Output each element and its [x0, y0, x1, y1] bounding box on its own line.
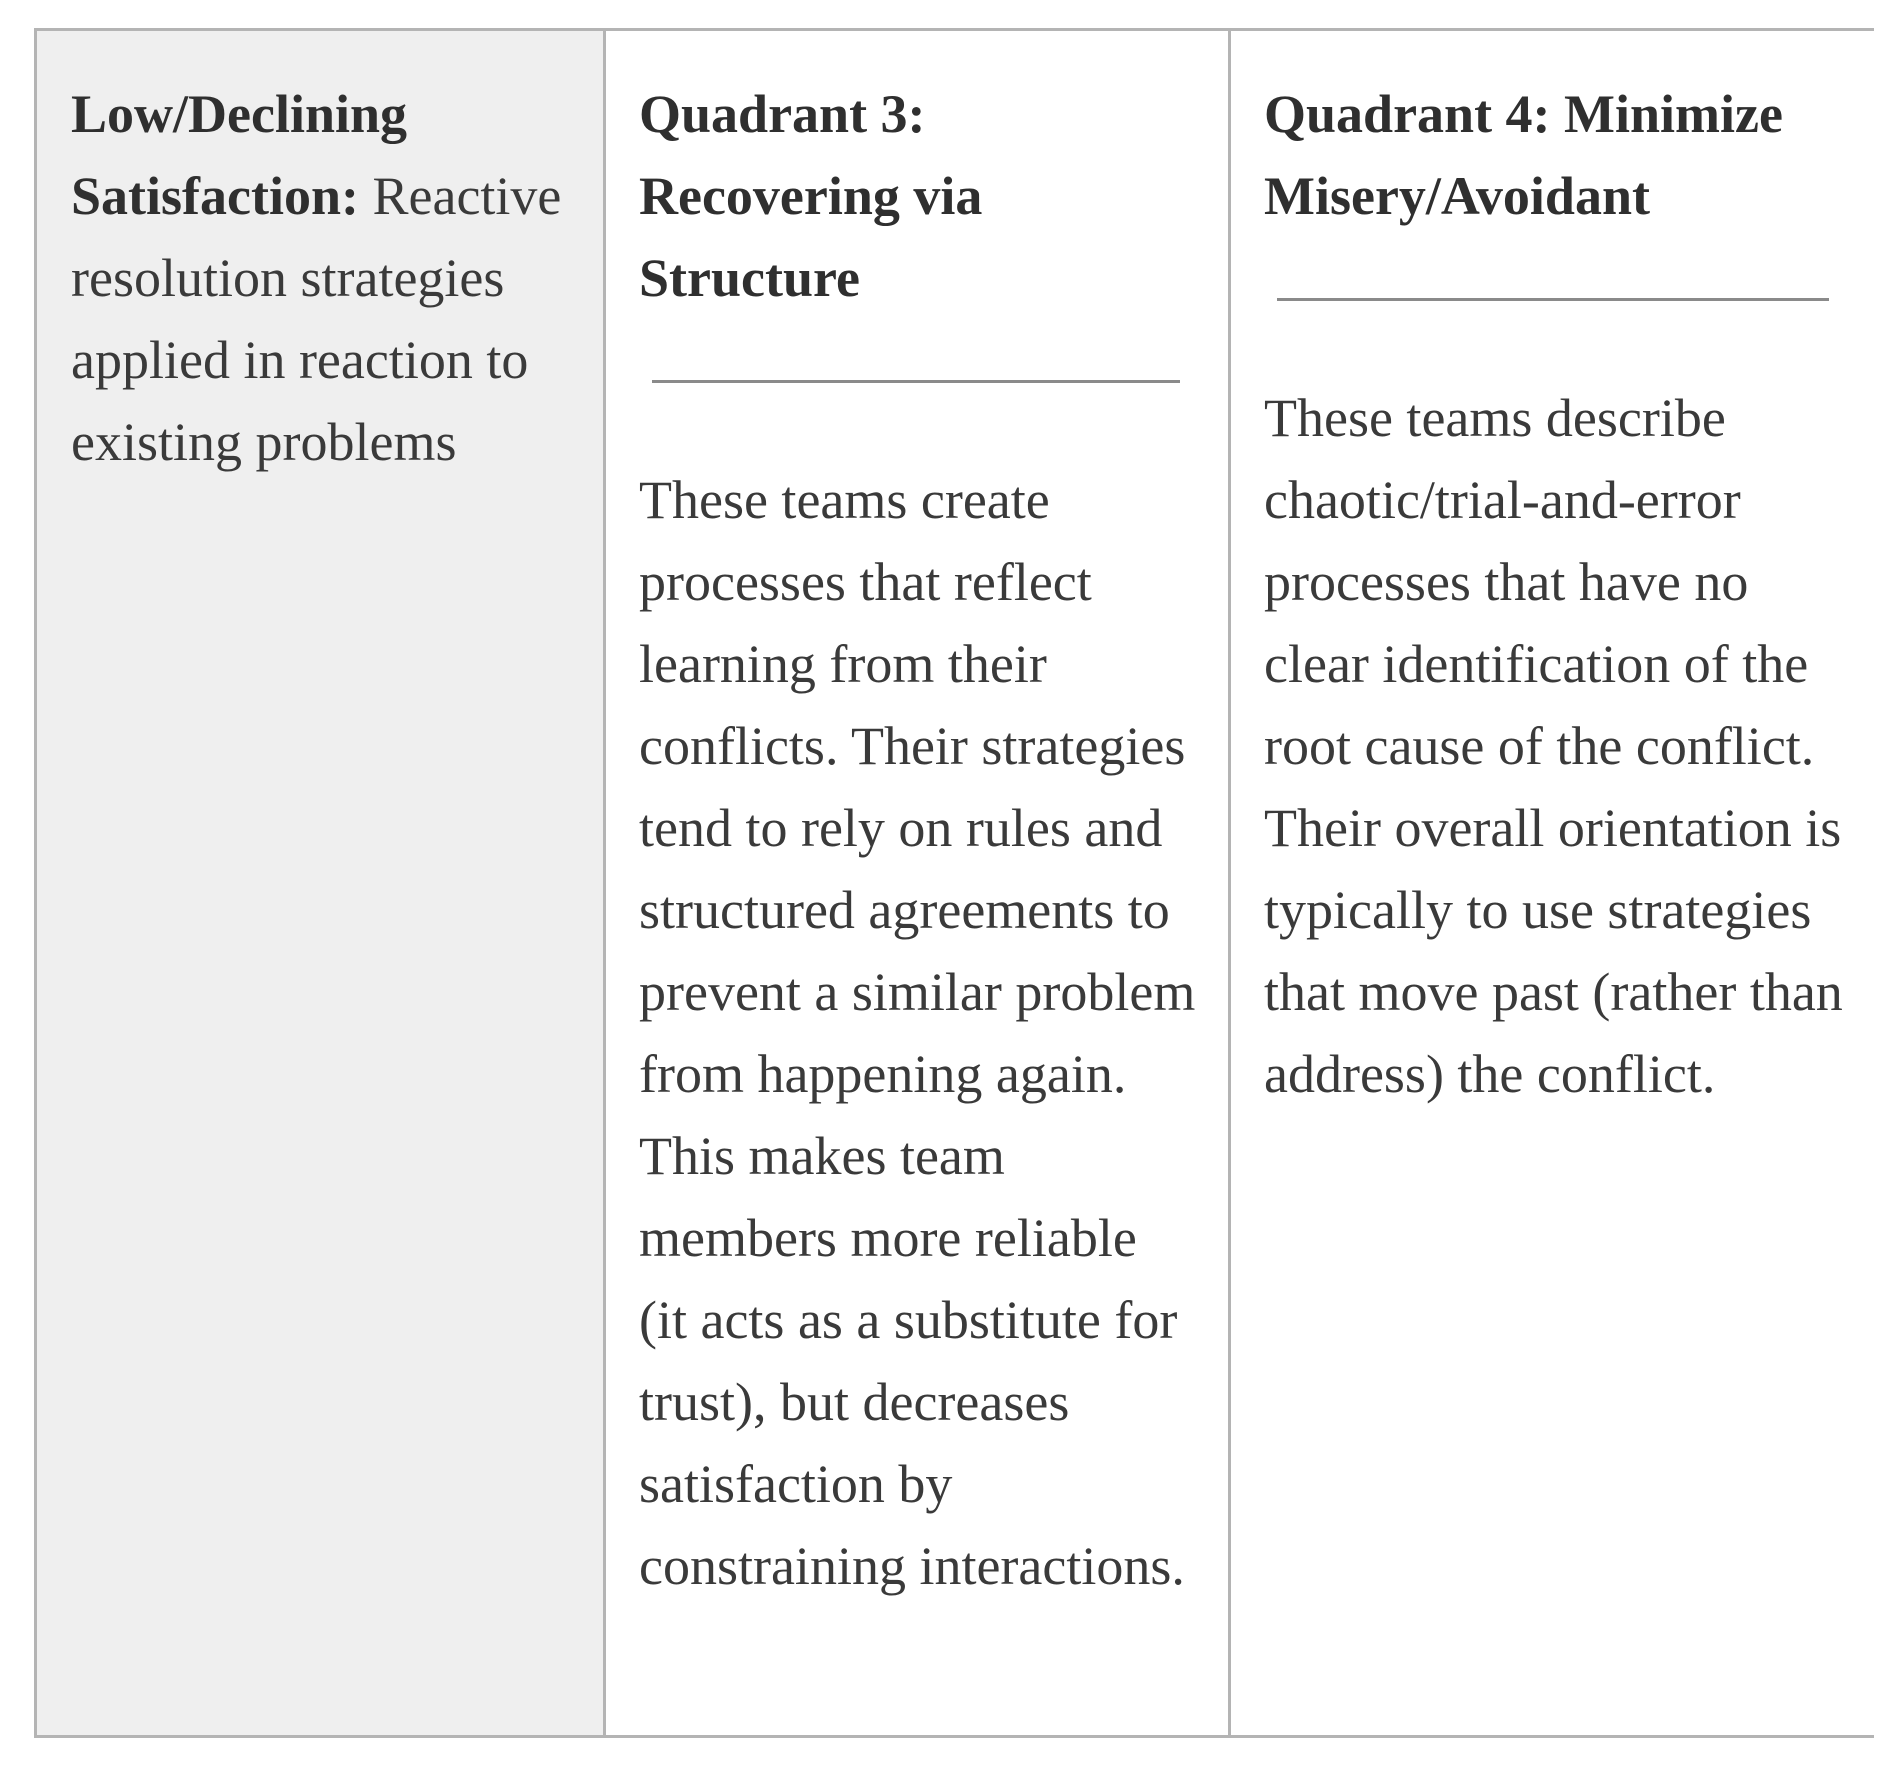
- quadrant-4-divider: [1277, 298, 1829, 301]
- row-header-text: [71, 73, 573, 483]
- conflict-quadrant-table: [34, 28, 1874, 1738]
- quadrant-4-title: Quadrant 4: Minimize Misery/Avoidant: [1264, 84, 1783, 226]
- quadrant-4-cell: [1228, 31, 1877, 1735]
- row-header-cell: [37, 31, 603, 1735]
- quadrant-3-divider: [652, 380, 1180, 383]
- quadrant-3-title: Quadrant 3: Recovering via Structure: [639, 84, 983, 308]
- quadrant-4-body: These teams describe chaotic/trial-and-error processes that have no clear identification of the root cause of the conflict. Their overall orientation is typically to use strategies that move past (rather than address) the conflict.: [1264, 388, 1843, 1104]
- row-header-label: Low/Declining Satisfaction:: [71, 84, 408, 226]
- quadrant-3-body: These teams create processes that reflect learning from their conflicts. Their strategies tend to rely on rules and structured agreements to prevent a similar problem from happening again. This makes team members more reliable (it acts as a substitute for trust), but decreases satisfaction by constraining interactions.: [639, 470, 1196, 1596]
- row-header-description: Reactive resolution strategies applied in reaction to existing problems: [71, 166, 562, 472]
- quadrant-3-cell: [603, 31, 1228, 1735]
